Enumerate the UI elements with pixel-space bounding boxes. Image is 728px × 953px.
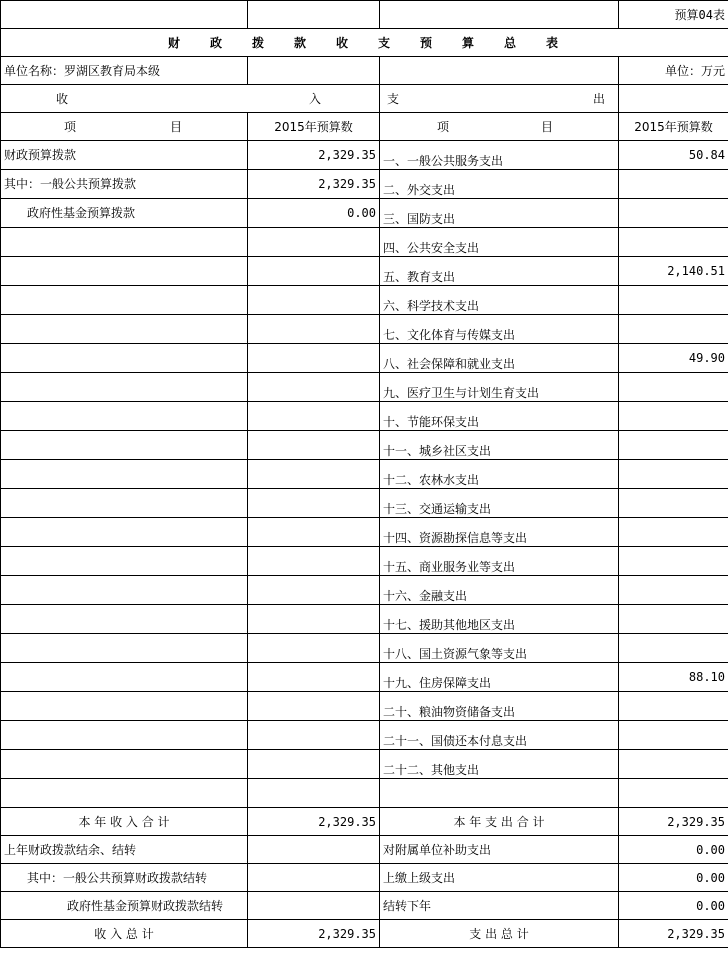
expense-item-value: 50.84 (619, 141, 728, 170)
expense-item-value (619, 170, 728, 199)
item-rows (1, 141, 728, 808)
carry-left-value (248, 864, 380, 892)
expense-item-value (619, 605, 728, 634)
expense-item-value (619, 373, 728, 402)
unit-name: 单位名称：罗湖区教育局本级 (1, 57, 248, 85)
expense-header: 支 出 (380, 85, 619, 113)
income-grand-total-value: 2,329.35 (248, 920, 380, 948)
carry-right-label: 结转下年 (380, 892, 619, 920)
income-item-label: 财政预算拨款 (1, 141, 248, 170)
income-item-header: 项 目 (1, 113, 248, 141)
carry-right-label: 上缴上级支出 (380, 864, 619, 892)
unit-label: 单位：万元 (619, 57, 728, 85)
carry-left-label: 上年财政拨款结余、结转 (1, 836, 248, 864)
income-item-value (248, 228, 380, 257)
expense-item-label: 八、社会保障和就业支出 (380, 344, 619, 373)
income-item-label (1, 576, 248, 605)
income-item-label (1, 605, 248, 634)
income-budget-header: 2015年预算数 (248, 113, 380, 141)
expense-item-value (619, 199, 728, 228)
expense-item-label: 七、文化体育与传媒支出 (380, 315, 619, 344)
income-item-label (1, 344, 248, 373)
income-item-label (1, 489, 248, 518)
expense-grand-total-label: 支 出 总 计 (380, 920, 619, 948)
expense-year-total-label: 本 年 支 出 合 计 (380, 808, 619, 836)
carry-left-label: 其中：一般公共预算财政拨款结转 (1, 864, 248, 892)
expense-item-label: 十四、资源勘探信息等支出 (380, 518, 619, 547)
income-item-value (248, 286, 380, 315)
income-item-value (248, 373, 380, 402)
income-item-value (248, 576, 380, 605)
expense-grand-total-value: 2,329.35 (619, 920, 728, 948)
expense-budget-header: 2015年预算数 (619, 113, 728, 141)
income-item-value (248, 547, 380, 576)
carry-right-value: 0.00 (619, 836, 728, 864)
expense-item-value (619, 750, 728, 779)
income-item-label (1, 663, 248, 692)
expense-item-label: 十九、住房保障支出 (380, 663, 619, 692)
carry-right-value: 0.00 (619, 864, 728, 892)
expense-item-label: 十七、援助其他地区支出 (380, 605, 619, 634)
carry-left-label: 政府性基金预算财政拨款结转 (1, 892, 248, 920)
income-year-total-value: 2,329.35 (248, 808, 380, 836)
empty-cell (1, 1, 248, 29)
expense-item-value (619, 431, 728, 460)
income-item-label (1, 721, 248, 750)
income-item-value (248, 779, 380, 808)
expense-item-value (619, 460, 728, 489)
expense-item-label: 四、公共安全支出 (380, 228, 619, 257)
expense-item-label: 二十一、国债还本付息支出 (380, 721, 619, 750)
income-item-label (1, 547, 248, 576)
page-title: 财政拨款收支预算总表 (1, 29, 728, 57)
income-grand-total-label: 收 入 总 计 (1, 920, 248, 948)
income-item-value (248, 692, 380, 721)
income-item-label: 其中：一般公共预算拨款 (1, 170, 248, 199)
expense-item-label: 六、科学技术支出 (380, 286, 619, 315)
income-item-value (248, 257, 380, 286)
income-item-label (1, 750, 248, 779)
expense-item-value: 2,140.51 (619, 257, 728, 286)
expense-year-total-value: 2,329.35 (619, 808, 728, 836)
expense-item-value (619, 634, 728, 663)
income-item-label (1, 402, 248, 431)
expense-item-label: 十一、城乡社区支出 (380, 431, 619, 460)
income-item-value (248, 431, 380, 460)
expense-item-label: 十三、交通运输支出 (380, 489, 619, 518)
expense-item-label: 十六、金融支出 (380, 576, 619, 605)
income-item-label (1, 460, 248, 489)
expense-item-value (619, 286, 728, 315)
expense-item-value (619, 692, 728, 721)
expense-item-value (619, 315, 728, 344)
income-item-value: 0.00 (248, 199, 380, 228)
expense-item-value (619, 518, 728, 547)
income-item-label (1, 286, 248, 315)
income-item-value: 2,329.35 (248, 170, 380, 199)
expense-item-value (619, 721, 728, 750)
expense-item-label: 十五、商业服务业等支出 (380, 547, 619, 576)
empty-cell (248, 1, 380, 29)
expense-item-label: 二、外交支出 (380, 170, 619, 199)
empty-cell (380, 57, 619, 85)
income-item-value (248, 750, 380, 779)
income-item-value (248, 721, 380, 750)
income-item-label (1, 779, 248, 808)
income-item-label (1, 518, 248, 547)
expense-item-label: 三、国防支出 (380, 199, 619, 228)
expense-item-label: 十二、农林水支出 (380, 460, 619, 489)
income-item-value (248, 460, 380, 489)
expense-item-value: 49.90 (619, 344, 728, 373)
income-item-value: 2,329.35 (248, 141, 380, 170)
expense-item-value (619, 402, 728, 431)
income-item-value (248, 344, 380, 373)
expense-item-value (619, 228, 728, 257)
income-item-value (248, 315, 380, 344)
expense-item-header: 项 目 (380, 113, 619, 141)
form-code: 预算04表 (619, 1, 728, 29)
income-item-value (248, 402, 380, 431)
income-item-value (248, 663, 380, 692)
empty-cell (248, 57, 380, 85)
income-item-value (248, 605, 380, 634)
expense-item-value (619, 489, 728, 518)
income-header: 收 入 (1, 85, 380, 113)
expense-item-label: 十、节能环保支出 (380, 402, 619, 431)
expense-item-label: 二十、粮油物资储备支出 (380, 692, 619, 721)
income-item-value (248, 489, 380, 518)
income-item-label (1, 431, 248, 460)
income-item-label (1, 315, 248, 344)
expense-item-label: 九、医疗卫生与计划生育支出 (380, 373, 619, 402)
expense-item-value (619, 547, 728, 576)
empty-cell (619, 85, 728, 113)
income-year-total-label: 本 年 收 入 合 计 (1, 808, 248, 836)
expense-item-label: 五、教育支出 (380, 257, 619, 286)
expense-item-label: 二十二、其他支出 (380, 750, 619, 779)
expense-item-value: 88.10 (619, 663, 728, 692)
expense-item-value (619, 576, 728, 605)
income-item-label (1, 692, 248, 721)
carry-right-label: 对附属单位补助支出 (380, 836, 619, 864)
income-item-label (1, 228, 248, 257)
expense-item-value (619, 779, 728, 808)
carry-left-value (248, 836, 380, 864)
income-item-label: 政府性基金预算拨款 (1, 199, 248, 228)
expense-item-label: 一、一般公共服务支出 (380, 141, 619, 170)
empty-cell (380, 1, 619, 29)
income-item-value (248, 518, 380, 547)
expense-item-label: 十八、国土资源气象等支出 (380, 634, 619, 663)
carry-right-value: 0.00 (619, 892, 728, 920)
income-item-value (248, 634, 380, 663)
income-item-label (1, 634, 248, 663)
income-item-label (1, 373, 248, 402)
expense-item-label (380, 779, 619, 808)
carry-left-value (248, 892, 380, 920)
income-item-label (1, 257, 248, 286)
